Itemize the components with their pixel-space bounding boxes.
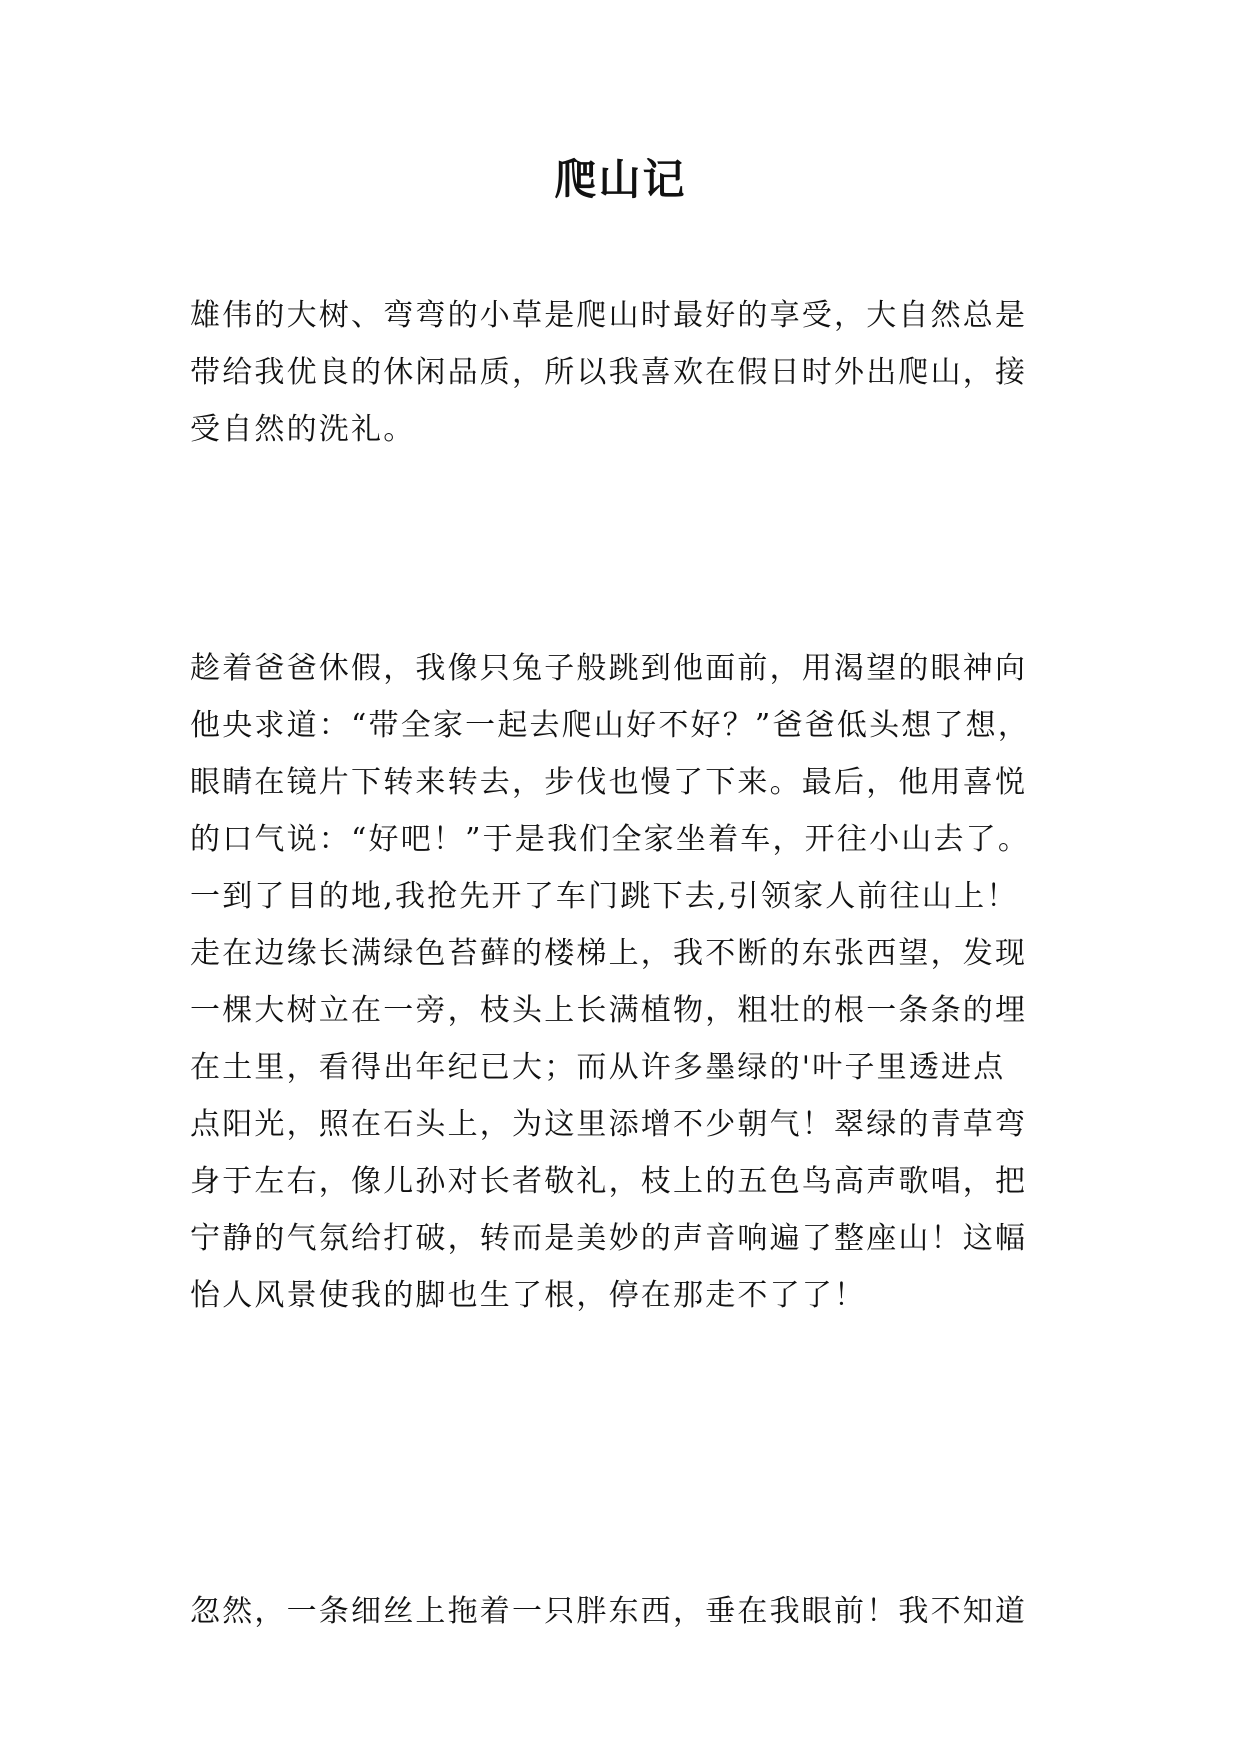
paragraph-line: 点阳光，照在石头上，为这里添增不少朝气！翠绿的青草弯 xyxy=(190,1107,1028,1142)
paragraph-line: 宁静的气氛给打破，转而是美妙的声音响遍了整座山！这幅 xyxy=(190,1221,1028,1256)
paragraph-line: 身于左右，像儿孙对长者敬礼，枝上的五色鸟高声歌唱，把 xyxy=(190,1164,1028,1199)
paragraph-line: 眼睛在镜片下转来转去，步伐也慢了下来。最后，他用喜悦 xyxy=(190,765,1028,800)
paragraph-line: 的口气说：“好吧！”于是我们全家坐着车，开往小山去了。 xyxy=(190,822,1031,857)
paragraph-line: 一到了目的地,我抢先开了车门跳下去,引领家人前往山上！ xyxy=(190,879,1019,914)
page-title: 爬山记 xyxy=(554,155,687,204)
paragraph-line: 怡人风景使我的脚也生了根，停在那走不了了！ xyxy=(190,1278,867,1313)
paragraph-line: 受自然的洗礼。 xyxy=(190,412,416,447)
paragraph-line: 忽然，一条细丝上拖着一只胖东西，垂在我眼前！我不知道 xyxy=(190,1594,1028,1629)
paragraph-line: 带给我优良的休闲品质，所以我喜欢在假日时外出爬山，接 xyxy=(190,355,1028,390)
paragraph-2 xyxy=(190,640,1070,1324)
paragraph-line: 趁着爸爸休假，我像只兔子般跳到他面前，用渴望的眼神向 xyxy=(190,651,1028,686)
paragraph-line: 走在边缘长满绿色苔藓的楼梯上，我不断的东张西望，发现 xyxy=(190,936,1028,971)
paragraph-line: 一棵大树立在一旁，枝头上长满植物，粗壮的根一条条的埋 xyxy=(190,993,1028,1028)
paragraph-line: 在土里，看得出年纪已大；而从许多墨绿的'叶子里透进点 xyxy=(190,1050,1006,1085)
paragraph-line: 他央求道：“带全家一起去爬山好不好？”爸爸低头想了想， xyxy=(190,708,1031,743)
paragraph-3 xyxy=(190,1583,1070,1640)
paragraph-1 xyxy=(190,287,1070,458)
paragraph-line: 雄伟的大树、弯弯的小草是爬山时最好的享受，大自然总是 xyxy=(190,298,1028,333)
